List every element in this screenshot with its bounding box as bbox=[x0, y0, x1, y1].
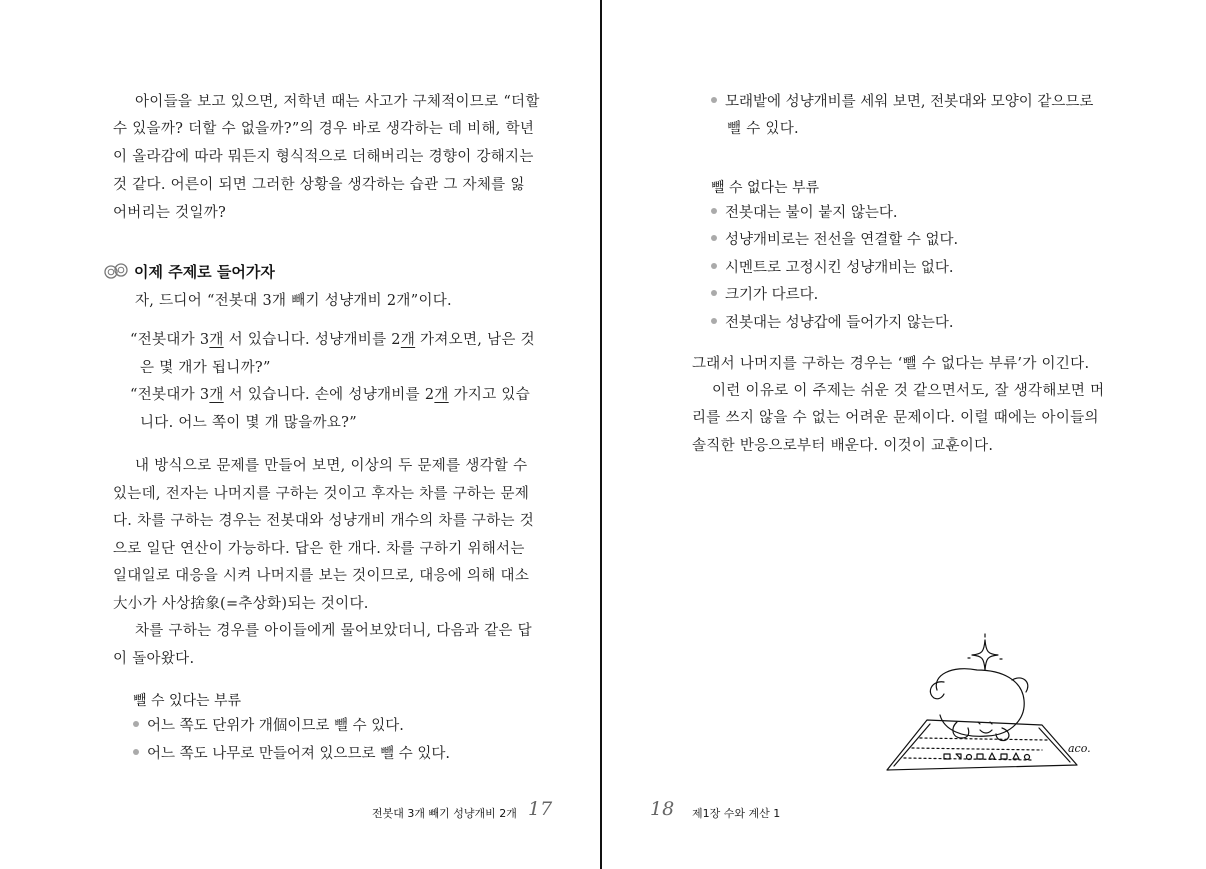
bullet-icon bbox=[711, 208, 717, 214]
can-subtract-heading: 뺄 수 있다는 부류 bbox=[133, 693, 242, 709]
conclusion-line: 그래서 나머지를 구하는 경우는 ‘뺄 수 없다는 부류’가 이긴다. bbox=[692, 356, 1090, 372]
illustrator-signature: aco. bbox=[1068, 742, 1091, 755]
page-number: 18 bbox=[650, 798, 675, 820]
para2-line: 있는데, 전자는 나머지를 구하는 것이고 후자는 차를 구하는 문제 bbox=[113, 486, 530, 502]
para2-line: 다. 차를 구하는 경우는 전봇대와 성냥개비 개수의 차를 구하는 것 bbox=[113, 513, 535, 529]
question-1-line-2: 은 몇 개가 됩니까?” bbox=[140, 360, 271, 376]
para1-line: 수 있을까? 더할 수 없을까?”의 경우 바로 생각하는 데 비해, 학년 bbox=[113, 121, 535, 137]
can-subtract-item: 어느 쪽도 나무로 만들어져 있으므로 뺄 수 있다. bbox=[133, 741, 450, 768]
para2-line: 내 방식으로 문제를 만들어 보면, 이상의 두 문제를 생각할 수 bbox=[135, 458, 528, 474]
section-heading-icon bbox=[103, 261, 133, 281]
bear-illustration bbox=[882, 630, 1102, 780]
question-2-line-1: “전봇대가 3개 서 있습니다. 손에 성냥개비를 2개 가지고 있습 bbox=[130, 387, 531, 403]
bullet-icon bbox=[711, 235, 717, 241]
left-page bbox=[0, 0, 600, 869]
bullet-icon bbox=[711, 290, 717, 296]
para2-line: 으로 일단 연산이 가능하다. 답은 한 개다. 차를 구하기 위해서는 bbox=[113, 541, 525, 557]
bullet-icon bbox=[711, 318, 717, 324]
question-1-line-1: “전봇대가 3개 서 있습니다. 성냥개비를 2개 가져오면, 남은 것 bbox=[130, 332, 535, 348]
conclusion-line: 솔직한 반응으로부터 배운다. 이것이 교훈이다. bbox=[692, 438, 994, 454]
para1-line: 어버리는 것일까? bbox=[113, 205, 227, 221]
section-heading: 이제 주제로 들어가자 bbox=[134, 263, 275, 281]
para1-line: 이 올라감에 따라 뭐든지 형식적으로 더해버리는 경향이 강해지는 bbox=[113, 149, 534, 165]
cannot-subtract-item: 성냥개비로는 전선을 연결할 수 없다. bbox=[711, 227, 958, 254]
question-2-line-2: 니다. 어느 쪽이 몇 개 많을까요?” bbox=[140, 415, 357, 431]
can-subtract-item-continuation: 뺄 수 있다. bbox=[727, 121, 799, 137]
intro-line: 자, 드디어 “전봇대 3개 빼기 성냥개비 2개”이다. bbox=[135, 293, 452, 309]
para2-line: 이 돌아왔다. bbox=[113, 651, 195, 667]
running-footer-title: 전봇대 3개 빼기 성냥개비 2개 bbox=[372, 807, 517, 820]
para2-line: 일대일로 대응을 시켜 나머지를 보는 것이므로, 대응에 의해 대소 bbox=[113, 568, 530, 584]
can-subtract-item: 모래밭에 성냥개비를 세워 보면, 전봇대와 모양이 같으므로 bbox=[711, 89, 1093, 116]
page-number: 17 bbox=[528, 798, 553, 820]
cannot-subtract-item: 시멘트로 고정시킨 성냥개비는 없다. bbox=[711, 255, 954, 282]
para1-line: 아이들을 보고 있으면, 저학년 때는 사고가 구체적이므로 “더할 bbox=[135, 94, 540, 110]
cannot-subtract-item: 전봇대는 불이 붙지 않는다. bbox=[711, 200, 898, 227]
bullet-icon bbox=[711, 263, 717, 269]
conclusion-line: 리를 쓰지 않을 수 없는 어려운 문제이다. 이럴 때에는 아이들의 bbox=[692, 410, 1099, 426]
running-footer-title: 제1장 수와 계산 1 bbox=[692, 807, 781, 820]
can-subtract-item: 어느 쪽도 단위가 개個이므로 뺄 수 있다. bbox=[133, 713, 404, 740]
cannot-subtract-item: 크기가 다르다. bbox=[711, 282, 818, 309]
cannot-subtract-heading: 뺄 수 없다는 부류 bbox=[711, 180, 820, 196]
conclusion-line: 이런 이유로 이 주제는 쉬운 것 같으면서도, 잘 생각해보면 머 bbox=[712, 383, 1105, 399]
para2-line: 大小가 사상捨象(=추상화)되는 것이다. bbox=[113, 596, 369, 612]
bullet-icon bbox=[133, 721, 139, 727]
bullet-icon bbox=[133, 749, 139, 755]
cannot-subtract-item: 전봇대는 성냥갑에 들어가지 않는다. bbox=[711, 310, 954, 337]
bullet-icon bbox=[711, 97, 717, 103]
para2-line: 차를 구하는 경우를 아이들에게 물어보았더니, 다음과 같은 답 bbox=[135, 623, 532, 639]
right-page bbox=[602, 0, 1206, 869]
para1-line: 것 같다. 어른이 되면 그러한 상황을 생각하는 습관 그 자체를 잃 bbox=[113, 177, 525, 193]
